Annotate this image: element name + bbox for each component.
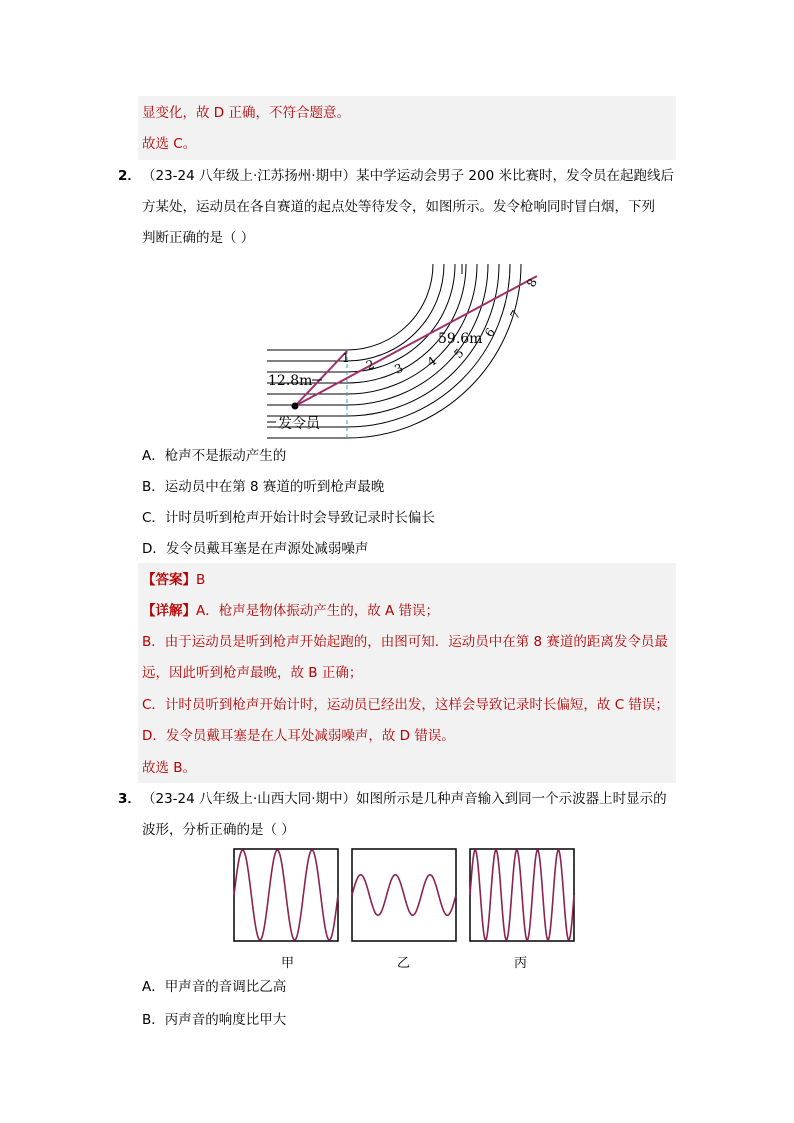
label-59-6m: 59.6m	[438, 331, 483, 347]
q2-detail-line-5: D．发令员戴耳塞是在人耳处减弱噪声，故 D 错误。	[142, 728, 455, 744]
waveform-figure	[233, 848, 578, 943]
q2-answer	[142, 570, 205, 590]
lane-number-6: 6	[481, 325, 498, 340]
track-figure	[262, 254, 562, 439]
q2-stem-line1	[142, 166, 674, 186]
q2-detail-line-1	[142, 601, 439, 621]
waveform-yi	[352, 875, 456, 916]
waveform-bing	[470, 850, 574, 940]
label-starter: 发令员	[278, 416, 320, 432]
q2-conclusion: 故选 B。	[142, 760, 197, 776]
q2-option-c: C．计时员听到枪声开始计时会导致记录时长偏长	[142, 510, 435, 526]
answer-value: B	[196, 572, 206, 588]
lane-number-3: 3	[392, 360, 406, 377]
lane-number-8: 8	[524, 276, 540, 290]
prev-conclusion: 故选 C。	[142, 136, 197, 152]
lane-number-1: 1	[342, 351, 350, 365]
q3-stem-line2: 波形，分析正确的是（ ）	[142, 822, 295, 838]
q3-stem-text: 如图所示是几种声音输入到同一个示波器上时显示的	[356, 791, 667, 807]
q2-detail-line-2: B．由于运动员是听到枪声开始起跑的，由图可知．运动员中在第 8 赛道的距离发令员最	[142, 634, 668, 650]
lane-number-2: 2	[364, 357, 377, 373]
wave-label-yi: 乙	[397, 956, 411, 971]
q3-option-a: A．甲声音的音调比乙高	[142, 979, 287, 995]
prev-explanation-end: 显变化，故 D 正确，不符合题意。	[142, 105, 350, 121]
detail-text-1: A．枪声是物体振动产生的，故 A 错误；	[196, 603, 440, 619]
q2-stem-line3: 判断正确的是（ ）	[142, 230, 255, 246]
track-lanes	[267, 264, 524, 438]
q2-option-b: B．运动员中在第 8 赛道的听到枪声最晚	[142, 479, 385, 495]
lane-number-5: 5	[451, 345, 467, 362]
lane-number-7: 7	[507, 307, 524, 322]
label-12-8m: 12.8m	[268, 373, 313, 389]
lane-number-4: 4	[424, 353, 439, 370]
q2-detail-line-3: 远，因此听到枪声最晚，故 B 正确；	[142, 665, 363, 681]
answer-tag: 【答案】	[142, 572, 196, 588]
waveform-jia	[234, 850, 338, 940]
starter-dot	[292, 403, 299, 410]
q3-source: （23-24 八年级上·山西大同·期中）	[142, 791, 357, 807]
wave-label-bing: 丙	[514, 956, 528, 971]
q2-stem-text: 某中学运动会男子 200 米比赛时，发令员在起跑线后	[356, 168, 674, 184]
q3-stem-line1	[142, 789, 667, 809]
lane-line-9	[267, 264, 524, 438]
q3-number: 3．	[118, 791, 141, 807]
q2-option-d: D．发令员戴耳塞是在声源处减弱噪声	[142, 541, 369, 557]
q2-number: 2．	[118, 168, 141, 184]
lane-line-1	[267, 264, 433, 350]
q2-source: （23-24 八年级上·江苏扬州·期中）	[142, 168, 357, 184]
detail-tag: 【详解】	[142, 603, 196, 619]
q2-stem-line2: 方某处，运动员在各自赛道的起点处等待发令，如图所示。发令枪响同时冒白烟，下列	[142, 199, 655, 215]
wave-label-jia: 甲	[281, 956, 295, 971]
q2-detail-line-4: C．计时员听到枪声开始计时，运动员已经出发，这样会导致记录时长偏短，故 C 错误；	[142, 697, 669, 713]
q3-option-b: B．丙声音的响度比甲大	[142, 1012, 287, 1028]
q2-option-a: A．枪声不是振动产生的	[142, 448, 287, 464]
